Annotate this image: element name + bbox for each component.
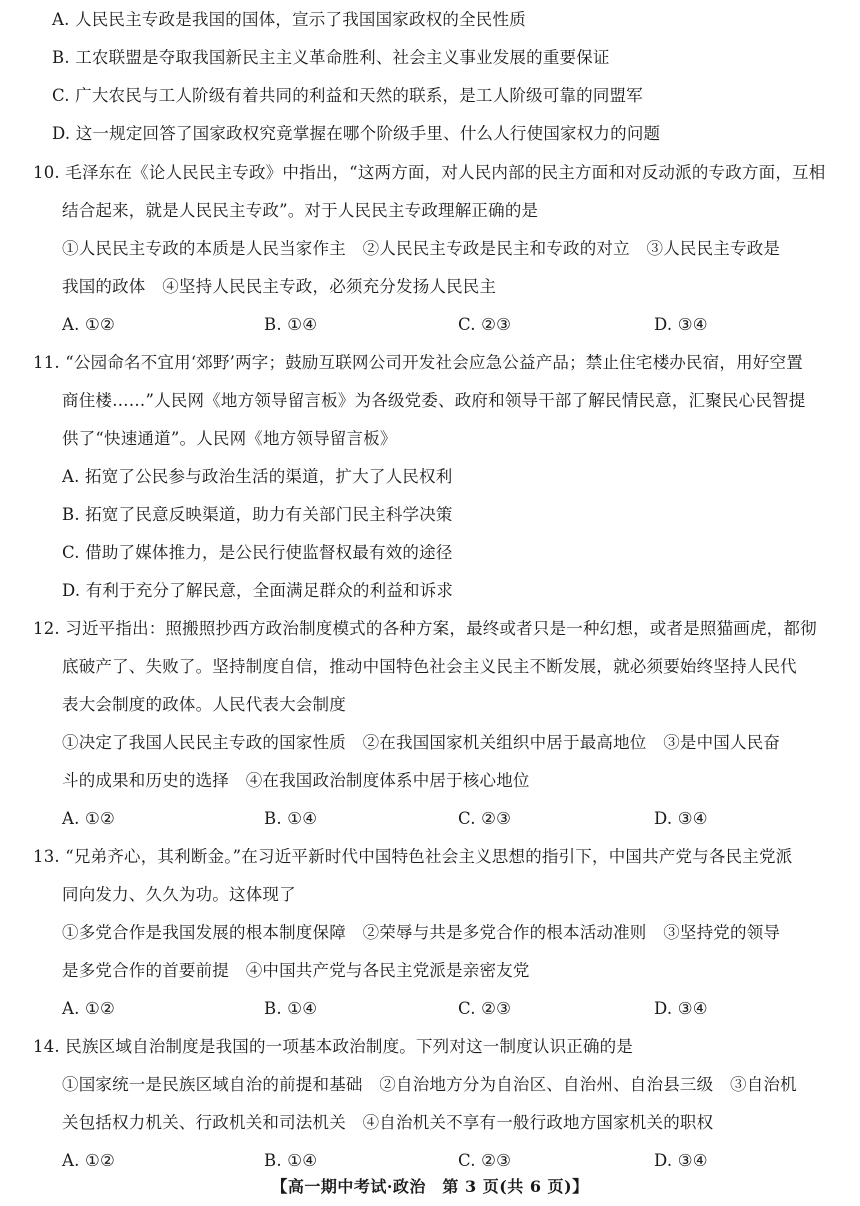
q10-option-d: D. ③④ (654, 315, 708, 334)
q14-option-d: D. ③④ (654, 1151, 708, 1170)
q13-option-a: A. ①② (62, 999, 115, 1018)
q14-items-line-1: ①国家统一是民族区域自治的前提和基础 ②自治地方分为自治区、自治州、自治县三级 ③自治机 (62, 1075, 797, 1094)
q12-option-b: B. ①④ (264, 809, 318, 828)
q13-option-c: C. ②③ (458, 999, 512, 1018)
q11-stem-line-2: 商住楼……”人民网《地方领导留言板》为各级党委、政府和领导干部了解民情民意，汇聚民心民智提 (62, 391, 806, 410)
q10-stem-line-2: 结合起来，就是人民民主专政”。对于人民民主专政理解正确的是 (62, 201, 539, 220)
q14-option-c: C. ②③ (458, 1151, 512, 1170)
q10-stem-line-1: 10. 毛泽东在《论人民民主专政》中指出，“这两方面，对人民内部的民主方面和对反动派的专政方面，互相 (33, 163, 826, 182)
q10-option-b: B. ①④ (264, 315, 318, 334)
q9-option-b: B. 工农联盟是夺取我国新民主主义革命胜利、社会主义事业发展的重要保证 (52, 48, 610, 67)
q14-items-line-2: 关包括权力机关、行政机关和司法机关 ④自治机关不享有一般行政地方国家机关的职权 (62, 1113, 714, 1132)
q11-option-c: C. 借助了媒体推力，是公民行使监督权最有效的途径 (62, 543, 453, 562)
q14-option-a: A. ①② (62, 1151, 115, 1170)
q12-option-d: D. ③④ (654, 809, 708, 828)
q12-stem-line-3: 表大会制度的政体。人民代表大会制度 (62, 695, 346, 714)
q13-items-line-1: ①多党合作是我国发展的根本制度保障 ②荣辱与共是多党合作的根本活动准则 ③坚持党的领导 (62, 923, 781, 942)
q11-option-b: B. 拓宽了民意反映渠道，助力有关部门民主科学决策 (62, 505, 453, 524)
q13-items-line-2: 是多党合作的首要前提 ④中国共产党与各民主党派是亲密友党 (62, 961, 530, 980)
q12-items-line-2: 斗的成果和历史的选择 ④在我国政治制度体系中居于核心地位 (62, 771, 530, 790)
page-footer: 【高一期中考试·政治 第 3 页(共 6 页)】 (271, 1177, 589, 1196)
q12-option-c: C. ②③ (458, 809, 512, 828)
q10-items-line-1: ①人民民主专政的本质是人民当家作主 ②人民民主专政是民主和专政的对立 ③人民民主专政是 (62, 239, 781, 258)
q9-option-a: A. 人民民主专政是我国的国体，宣示了我国国家政权的全民性质 (52, 10, 526, 29)
q13-stem-line-1: 13. “兄弟齐心，其利断金。”在习近平新时代中国特色社会主义思想的指引下，中国共产党与各民主党派 (33, 847, 793, 866)
q9-option-d: D. 这一规定回答了国家政权究竟掌握在哪个阶级手里、什么人行使国家权力的问题 (52, 124, 661, 143)
q11-stem-line-3: 供了“快速通道”。人民网《地方领导留言板》 (62, 429, 397, 448)
q11-stem-line-1: 11. “公园命名不宜用‘郊野’两字；鼓励互联网公司开发社会应急公益产品；禁止住宅楼办民宿，用好空置 (33, 353, 803, 372)
q11-option-d: D. 有利于充分了解民意，全面满足群众的利益和诉求 (62, 581, 454, 600)
q13-stem-line-2: 同向发力、久久为功。这体现了 (62, 885, 296, 904)
q12-items-line-1: ①决定了我国人民民主专政的国家性质 ②在我国国家机关组织中居于最高地位 ③是中国人民奋 (62, 733, 781, 752)
q14-stem-line-1: 14. 民族区域自治制度是我国的一项基本政治制度。下列对这一制度认识正确的是 (33, 1037, 634, 1056)
q13-option-d: D. ③④ (654, 999, 708, 1018)
q12-option-a: A. ①② (62, 809, 115, 828)
q12-stem-line-1: 12. 习近平指出：照搬照抄西方政治制度模式的各种方案，最终或者只是一种幻想，或者是照猫画虎，都彻 (33, 619, 817, 638)
q13-option-b: B. ①④ (264, 999, 318, 1018)
q11-option-a: A. 拓宽了公民参与政治生活的渠道，扩大了人民权利 (62, 467, 453, 486)
q12-stem-line-2: 底破产了、失败了。坚持制度自信，推动中国特色社会主义民主不断发展，就必须要始终坚持人民代 (62, 657, 797, 676)
q14-option-b: B. ①④ (264, 1151, 318, 1170)
q10-items-line-2: 我国的政体 ④坚持人民民主专政，必须充分发扬人民民主 (62, 277, 497, 296)
q10-option-a: A. ①② (62, 315, 115, 334)
q9-option-c: C. 广大农民与工人阶级有着共同的利益和天然的联系，是工人阶级可靠的同盟军 (52, 86, 643, 105)
q10-option-c: C. ②③ (458, 315, 512, 334)
